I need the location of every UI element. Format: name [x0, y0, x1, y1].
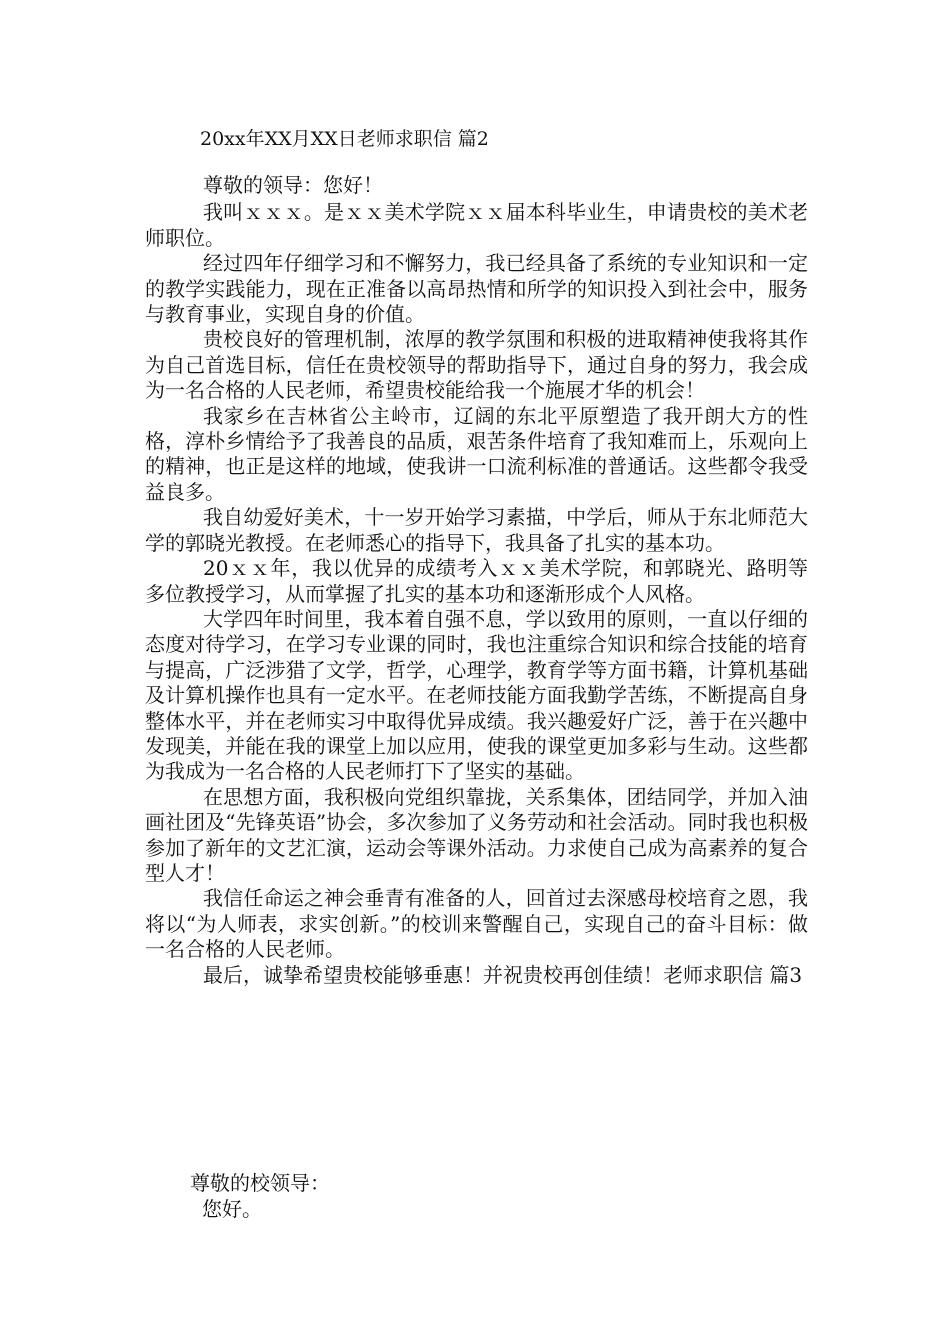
- letter-greeting: 尊敬的领导：您好！: [203, 173, 383, 197]
- second-letter-greeting: 尊敬的校领导：: [190, 1171, 330, 1195]
- paragraph: 20ｘｘ年，我以优异的成绩考入ｘｘ美术学院，和郭晓光、路明等多位教授学习，从而掌握了扎实的基本功和逐渐形成个人风格。: [145, 556, 808, 606]
- second-letter-salutation: 您好。: [202, 1197, 262, 1221]
- paragraph: 我自幼爱好美术，十一岁开始学习素描，中学后，师从于东北师范大学的郭晓光教授。在老师悉心的指导下，我具备了扎实的基本功。: [145, 505, 808, 555]
- paragraph: 贵校良好的管理机制，浓厚的教学氛围和积极的进取精神使我将其作为自己首选目标，信任在贵校领导的帮助指导下，通过自身的努力，我会成为一名合格的人民老师，希望贵校能给我一个施展才华的机会！: [145, 327, 808, 403]
- paragraph: 最后，诚挚希望贵校能够垂惠！并祝贵校再创佳绩！老师求职信 篇3: [203, 962, 803, 987]
- paragraph: 我信任命运之神会垂青有准备的人，回首过去深感母校培育之恩，我将以“为人师表，求实创新。”的校训来警醒自己，实现自己的奋斗目标：做一名合格的人民老师。: [145, 886, 808, 962]
- paragraph: 我家乡在吉林省公主岭市，辽阔的东北平原塑造了我开朗大方的性格，淳朴乡情给予了我善良的品质，艰苦条件培育了我知难而上，乐观向上的精神，也正是这样的地域，使我讲一口流利标准的普通话。这些都令我受益良多。: [145, 403, 808, 504]
- second-letter: [190, 1170, 330, 1222]
- paragraph: 经过四年仔细学习和不懈努力，我已经具备了系统的专业知识和一定的教学实践能力，现在正准备以高昂热情和所学的知识投入到社会中，服务与教育事业，实现自身的价值。: [145, 251, 808, 327]
- letter-body: [145, 173, 808, 988]
- paragraph: 大学四年时间里，我本着自强不息，学以致用的原则，一直以仔细的态度对待学习，在学习专业课的同时，我也注重综合知识和综合技能的培育与提高，广泛涉猎了文学，哲学，心理学，教育学等方面书籍，计算机基础及计算机操作也具有一定水平。在老师技能方面我勤学苦练，不断提高自身整体水平，并在老师实习中取得优异成绩。我兴趣爱好广泛，善于在兴趣中发现美，并能在我的课堂上加以应用，使我的课堂更加多彩与生动。这些都为我成为一名合格的人民老师打下了坚实的基础。: [145, 606, 808, 784]
- paragraph: 在思想方面，我积极向党组织靠拢，关系集体，团结同学，并加入油画社团及“先锋英语”协会，多次参加了义务劳动和社会活动。同时我也积极参加了新年的文艺汇演，运动会等课外活动。力求使自己成为高素养的复合型人才！: [145, 784, 808, 885]
- paragraph: 我叫ｘｘｘ。是ｘｘ美术学院ｘｘ届本科毕业生，申请贵校的美术老师职位。: [145, 200, 808, 250]
- document-title: 20xx年XX月XX日老师求职信 篇2: [200, 128, 489, 150]
